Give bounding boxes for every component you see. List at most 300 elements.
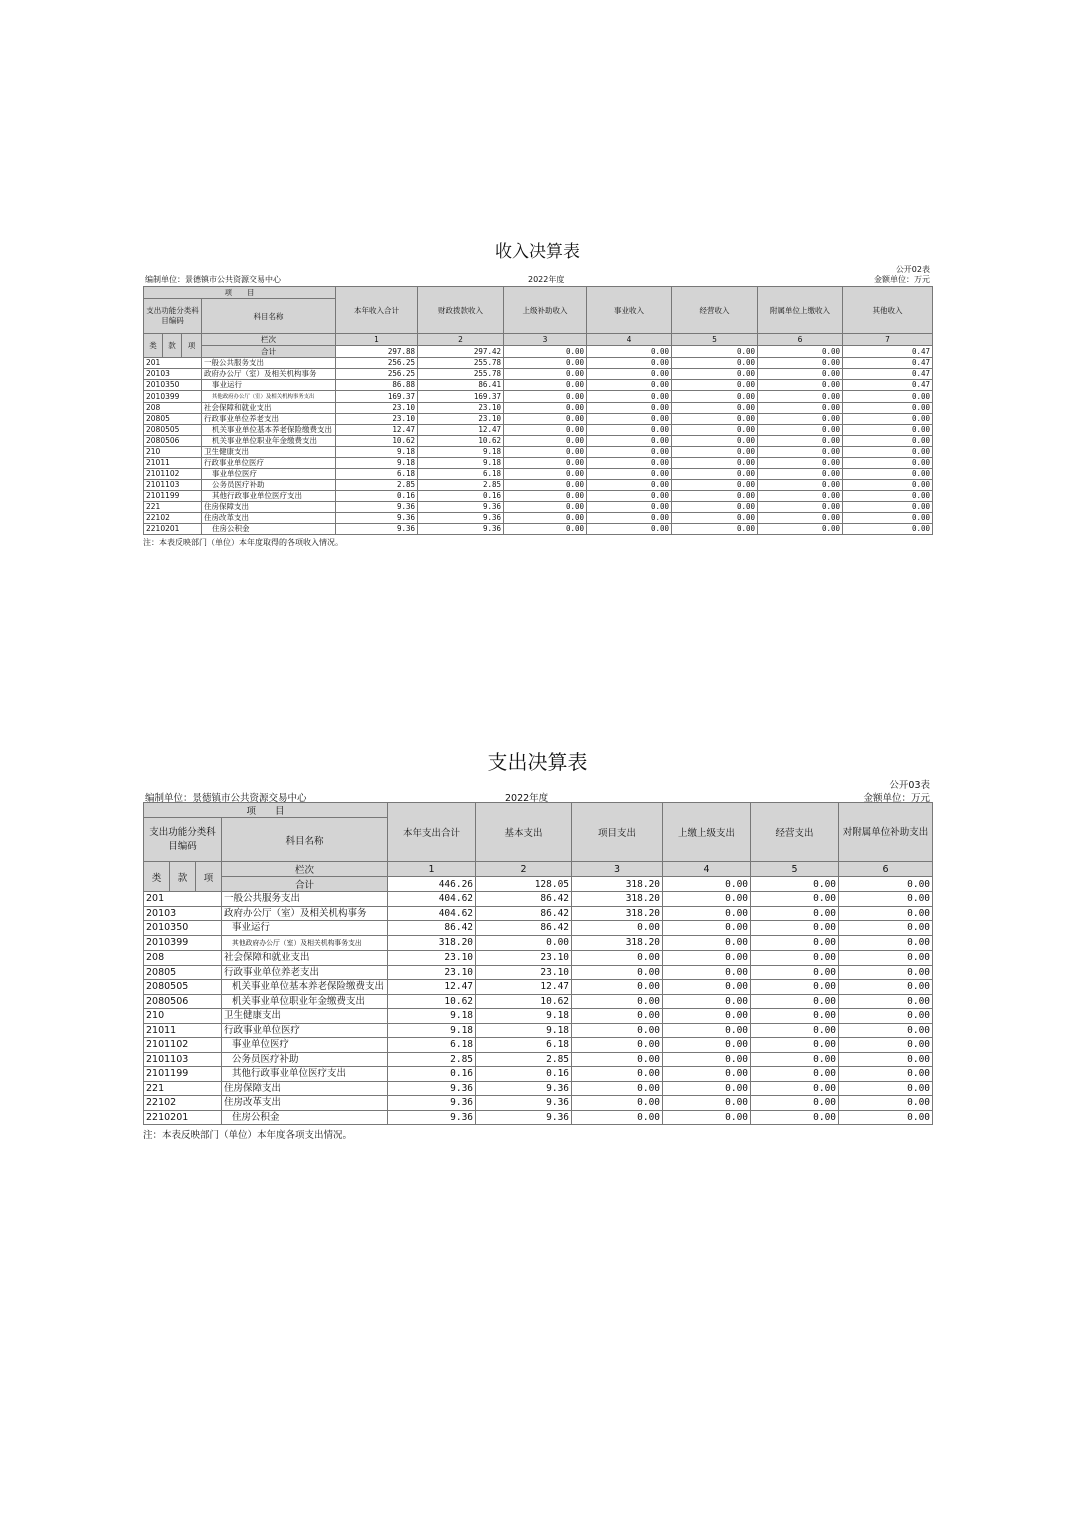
amount-cell: 0.00 (504, 358, 587, 369)
amount-cell: 0.00 (504, 380, 587, 391)
amount-cell: 0.00 (843, 469, 933, 480)
income-hdr-total: 合计 (202, 346, 336, 358)
income-col-header: 事业收入 (587, 287, 672, 334)
amount-cell: 0.00 (572, 1038, 663, 1053)
subject-code: 2010350 (144, 921, 222, 936)
income-header (144, 287, 933, 358)
subject-name-text: 行政事业单位养老支出 (224, 966, 320, 978)
table-row (144, 480, 933, 491)
amount-cell: 0.00 (751, 921, 839, 936)
table-row (144, 1038, 933, 1053)
subject-code: 2101102 (144, 1038, 222, 1053)
amount-cell: 0.00 (587, 391, 672, 403)
amount-cell: 0.00 (572, 1110, 663, 1125)
table-row (144, 980, 933, 995)
income-title: 收入决算表 (495, 242, 580, 262)
amount-cell: 0.00 (504, 425, 587, 436)
amount-cell: 0.00 (587, 436, 672, 447)
subject-code: 208 (144, 403, 202, 414)
amount-cell: 0.16 (388, 1067, 476, 1082)
amount-cell: 0.00 (672, 358, 758, 369)
subject-name (202, 469, 336, 480)
amount-cell: 0.00 (572, 1081, 663, 1096)
amount-cell: 0.00 (672, 524, 758, 535)
subject-name (222, 1067, 388, 1082)
amount-cell: 0.00 (672, 513, 758, 524)
amount-cell: 10.62 (418, 436, 504, 447)
table-row (144, 935, 933, 951)
expense-total-cell: 0.00 (839, 877, 933, 892)
amount-cell: 169.37 (336, 391, 418, 403)
amount-cell: 2.85 (476, 1052, 572, 1067)
amount-cell: 0.00 (572, 965, 663, 980)
amount-cell: 9.18 (388, 1023, 476, 1038)
amount-cell: 0.00 (672, 469, 758, 480)
expense-hdr-item: 项 目 (144, 803, 388, 818)
amount-cell: 23.10 (336, 414, 418, 425)
income-body (144, 358, 933, 535)
subject-code: 20805 (144, 414, 202, 425)
table-row (144, 1052, 933, 1067)
amount-cell: 0.00 (587, 458, 672, 469)
table-row (144, 414, 933, 425)
amount-cell: 255.78 (418, 369, 504, 380)
subject-name-text: 住房保障支出 (224, 1082, 282, 1094)
subject-code: 210 (144, 1009, 222, 1024)
income-col-number: 5 (672, 334, 758, 346)
amount-cell: 23.10 (418, 414, 504, 425)
amount-cell: 9.36 (336, 502, 418, 513)
subject-name (222, 1096, 388, 1111)
subject-name (222, 994, 388, 1009)
expense-col-number: 6 (839, 862, 933, 877)
expense-hdr-xiang: 项 (196, 862, 222, 892)
subject-name-text: 事业单位医疗 (212, 469, 257, 478)
table-row (144, 892, 933, 907)
amount-cell: 0.00 (843, 447, 933, 458)
amount-cell: 0.00 (587, 425, 672, 436)
amount-cell: 0.00 (751, 1096, 839, 1111)
subject-name (222, 1009, 388, 1024)
table-row (144, 524, 933, 535)
amount-cell: 9.36 (418, 502, 504, 513)
amount-cell: 0.00 (843, 414, 933, 425)
subject-code: 2080505 (144, 425, 202, 436)
subject-name (222, 1038, 388, 1053)
table-row (144, 425, 933, 436)
amount-cell: 23.10 (476, 951, 572, 966)
amount-cell: 0.00 (758, 369, 843, 380)
amount-cell: 0.00 (758, 469, 843, 480)
income-hdr-name: 科目名称 (202, 299, 336, 334)
amount-cell: 318.20 (572, 935, 663, 951)
subject-name-text: 事业运行 (212, 380, 242, 389)
amount-cell: 23.10 (476, 965, 572, 980)
amount-cell: 2.85 (388, 1052, 476, 1067)
subject-code: 2080506 (144, 994, 222, 1009)
subject-name (202, 491, 336, 502)
amount-cell: 0.00 (839, 921, 933, 936)
income-col-number: 7 (843, 334, 933, 346)
amount-cell: 0.00 (663, 921, 751, 936)
amount-cell: 0.00 (572, 1096, 663, 1111)
table-row (144, 380, 933, 391)
amount-cell: 9.36 (418, 513, 504, 524)
subject-code: 210 (144, 447, 202, 458)
amount-cell: 0.00 (504, 469, 587, 480)
table-row (144, 469, 933, 480)
table-row (144, 513, 933, 524)
amount-cell: 0.00 (751, 1052, 839, 1067)
amount-cell: 0.00 (751, 892, 839, 907)
table-row (144, 458, 933, 469)
expense-hdr-lei: 类 (144, 862, 170, 892)
table-row (144, 358, 933, 369)
subject-code: 2101199 (144, 491, 202, 502)
amount-cell: 256.25 (336, 358, 418, 369)
amount-cell: 6.18 (418, 469, 504, 480)
amount-cell: 0.00 (751, 980, 839, 995)
amount-cell: 0.00 (504, 436, 587, 447)
expense-col-number: 5 (751, 862, 839, 877)
income-total-cell: 0.00 (672, 346, 758, 358)
subject-name-text: 机关事业单位职业年金缴费支出 (232, 995, 366, 1007)
amount-cell: 0.16 (476, 1067, 572, 1082)
amount-cell: 0.00 (504, 513, 587, 524)
amount-cell: 0.00 (758, 380, 843, 391)
amount-cell: 0.00 (758, 391, 843, 403)
subject-name-text: 其他政府办公厅（室）及相关机构事务支出 (212, 394, 315, 400)
amount-cell: 9.36 (418, 524, 504, 535)
expense-form-no: 公开03表 (889, 780, 930, 791)
expense-total-cell: 446.26 (388, 877, 476, 892)
subject-code: 2101102 (144, 469, 202, 480)
amount-cell: 9.18 (476, 1023, 572, 1038)
income-unit-label: 编制单位：景德镇市公共资源交易中心 (145, 275, 281, 284)
subject-name-text: 机关事业单位职业年金缴费支出 (212, 436, 317, 445)
table-row (144, 391, 933, 403)
table-row (144, 906, 933, 921)
amount-cell: 0.00 (663, 994, 751, 1009)
expense-col-header: 本年支出合计 (388, 803, 476, 862)
income-col-number: 2 (418, 334, 504, 346)
amount-cell: 23.10 (336, 403, 418, 414)
amount-cell: 0.00 (839, 951, 933, 966)
amount-cell: 0.00 (587, 480, 672, 491)
amount-cell: 0.00 (843, 425, 933, 436)
amount-cell: 0.00 (587, 491, 672, 502)
expense-total-cell: 128.05 (476, 877, 572, 892)
subject-name-text: 其他行政事业单位医疗支出 (232, 1068, 347, 1079)
amount-cell: 0.16 (418, 491, 504, 502)
subject-name (202, 447, 336, 458)
amount-cell: 0.00 (587, 447, 672, 458)
amount-cell: 0.00 (758, 403, 843, 414)
subject-code: 2210201 (144, 1110, 222, 1125)
expense-money-unit: 金额单位：万元 (863, 793, 930, 804)
amount-cell: 0.00 (839, 935, 933, 951)
amount-cell: 9.18 (476, 1009, 572, 1024)
table-row (144, 403, 933, 414)
income-hdr-item: 项 目 (144, 287, 336, 299)
amount-cell: 0.00 (663, 892, 751, 907)
income-hdr-kuan: 款 (163, 334, 182, 358)
table-row (144, 447, 933, 458)
income-meta (143, 264, 932, 286)
amount-cell: 0.00 (504, 502, 587, 513)
amount-cell: 0.00 (572, 994, 663, 1009)
amount-cell: 0.00 (663, 1038, 751, 1053)
amount-cell: 86.42 (388, 921, 476, 936)
subject-name-text: 住房公积金 (232, 1111, 280, 1123)
amount-cell: 12.47 (388, 980, 476, 995)
amount-cell: 0.00 (672, 391, 758, 403)
subject-code: 20805 (144, 965, 222, 980)
amount-cell: 0.00 (587, 403, 672, 414)
amount-cell: 0.00 (572, 951, 663, 966)
subject-name (202, 502, 336, 513)
amount-cell: 0.00 (663, 935, 751, 951)
amount-cell: 0.00 (672, 447, 758, 458)
income-hdr-lei: 类 (144, 334, 163, 358)
subject-name-text: 卫生健康支出 (204, 447, 249, 456)
amount-cell: 0.00 (672, 458, 758, 469)
amount-cell: 0.00 (663, 1023, 751, 1038)
amount-cell: 10.62 (336, 436, 418, 447)
amount-cell: 0.00 (504, 369, 587, 380)
subject-code: 2080505 (144, 980, 222, 995)
amount-cell: 0.00 (504, 414, 587, 425)
income-col-header: 经营收入 (672, 287, 758, 334)
income-money-unit: 金额单位：万元 (874, 275, 930, 284)
amount-cell: 0.00 (572, 980, 663, 995)
amount-cell: 0.47 (843, 380, 933, 391)
income-year: 2022年度 (528, 275, 565, 284)
amount-cell: 0.00 (672, 425, 758, 436)
amount-cell: 0.00 (758, 436, 843, 447)
subject-name (202, 403, 336, 414)
subject-code: 22102 (144, 1096, 222, 1111)
expense-total-cell: 0.00 (663, 877, 751, 892)
subject-name-text: 公务员医疗补助 (232, 1053, 299, 1065)
amount-cell: 9.36 (476, 1081, 572, 1096)
subject-code: 2101103 (144, 1052, 222, 1067)
subject-name-text: 社会保障和就业支出 (224, 952, 310, 963)
subject-name-text: 住房公积金 (212, 524, 250, 533)
subject-name-text: 政府办公厅（室）及相关机构事务 (204, 369, 317, 378)
amount-cell: 0.00 (839, 994, 933, 1009)
income-col-header: 财政拨款收入 (418, 287, 504, 334)
amount-cell: 0.00 (839, 1110, 933, 1125)
amount-cell: 6.18 (336, 469, 418, 480)
table-row (144, 369, 933, 380)
amount-cell: 0.00 (843, 513, 933, 524)
amount-cell: 0.00 (751, 951, 839, 966)
income-table (143, 286, 933, 535)
income-form-no: 公开02表 (895, 265, 930, 274)
subject-code: 2010350 (144, 380, 202, 391)
amount-cell: 0.00 (839, 1081, 933, 1096)
amount-cell: 9.36 (476, 1110, 572, 1125)
table-row (144, 491, 933, 502)
expense-col-header: 基本支出 (476, 803, 572, 862)
subject-code: 208 (144, 951, 222, 966)
amount-cell: 0.00 (587, 414, 672, 425)
subject-name-text: 事业运行 (232, 922, 271, 933)
amount-cell: 0.00 (663, 1052, 751, 1067)
amount-cell: 0.00 (672, 480, 758, 491)
amount-cell: 0.00 (663, 1096, 751, 1111)
subject-name-text: 机关事业单位基本养老保险缴费支出 (232, 981, 385, 992)
income-hdr-code: 支出功能分类科目编码 (144, 299, 202, 334)
amount-cell: 0.00 (672, 380, 758, 391)
amount-cell: 12.47 (418, 425, 504, 436)
expense-meta (143, 776, 932, 802)
expense-col-number: 1 (388, 862, 476, 877)
amount-cell: 2.85 (418, 480, 504, 491)
amount-cell: 318.20 (388, 935, 476, 951)
amount-cell: 318.20 (572, 892, 663, 907)
amount-cell: 0.00 (672, 491, 758, 502)
subject-name-text: 机关事业单位基本养老保险缴费支出 (212, 425, 332, 434)
amount-cell: 0.00 (843, 436, 933, 447)
subject-name-text: 政府办公厅（室）及相关机构事务 (224, 907, 367, 919)
income-col-header: 附属单位上缴收入 (758, 287, 843, 334)
expense-col-number: 3 (572, 862, 663, 877)
amount-cell: 86.42 (476, 921, 572, 936)
amount-cell: 0.00 (843, 502, 933, 513)
subject-name (222, 921, 388, 936)
expense-hdr-kuan: 款 (170, 862, 196, 892)
amount-cell: 0.00 (758, 502, 843, 513)
amount-cell: 0.00 (587, 469, 672, 480)
subject-code: 21011 (144, 458, 202, 469)
amount-cell: 404.62 (388, 892, 476, 907)
amount-cell: 0.00 (587, 502, 672, 513)
income-total-cell: 0.00 (587, 346, 672, 358)
amount-cell: 0.00 (751, 935, 839, 951)
amount-cell: 0.00 (504, 491, 587, 502)
expense-year: 2022年度 (505, 793, 549, 804)
expense-col-header: 对附属单位补助支出 (839, 803, 933, 862)
amount-cell: 318.20 (572, 906, 663, 921)
table-row (144, 921, 933, 936)
amount-cell: 0.00 (758, 480, 843, 491)
amount-cell: 0.00 (504, 458, 587, 469)
expense-hdr-total: 合计 (222, 877, 388, 892)
table-row (144, 502, 933, 513)
subject-name (202, 414, 336, 425)
amount-cell: 0.00 (839, 1038, 933, 1053)
subject-name (222, 1110, 388, 1125)
amount-cell: 0.47 (843, 358, 933, 369)
amount-cell: 9.36 (388, 1110, 476, 1125)
subject-name (222, 951, 388, 966)
subject-code: 2010399 (144, 391, 202, 403)
amount-cell: 0.00 (672, 436, 758, 447)
subject-name (202, 480, 336, 491)
subject-name (222, 1081, 388, 1096)
subject-name (202, 436, 336, 447)
amount-cell: 9.18 (336, 447, 418, 458)
amount-cell: 0.00 (572, 1067, 663, 1082)
subject-name (202, 391, 336, 403)
amount-cell: 0.00 (672, 502, 758, 513)
amount-cell: 10.62 (388, 994, 476, 1009)
income-hdr-xiang: 项 (182, 334, 202, 358)
table-row (144, 994, 933, 1009)
amount-cell: 0.47 (843, 369, 933, 380)
subject-name-text: 其他政府办公厅（室）及相关机构事务支出 (232, 938, 362, 947)
expense-col-header: 上缴上级支出 (663, 803, 751, 862)
amount-cell: 9.18 (418, 458, 504, 469)
subject-name-text: 公务员医疗补助 (212, 480, 265, 489)
subject-code: 221 (144, 502, 202, 513)
amount-cell: 0.00 (839, 1023, 933, 1038)
table-row (144, 1009, 933, 1024)
amount-cell: 0.00 (751, 906, 839, 921)
income-total-cell: 0.00 (504, 346, 587, 358)
amount-cell: 10.62 (476, 994, 572, 1009)
subject-name-text: 卫生健康支出 (224, 1010, 282, 1021)
expense-total-cell: 318.20 (572, 877, 663, 892)
income-total-cell: 0.00 (758, 346, 843, 358)
amount-cell: 0.00 (476, 935, 572, 951)
income-col-header: 上级补助收入 (504, 287, 587, 334)
amount-cell: 0.00 (663, 1009, 751, 1024)
subject-name-text: 其他行政事业单位医疗支出 (212, 491, 302, 500)
amount-cell: 0.00 (663, 1110, 751, 1125)
expense-body (144, 892, 933, 1125)
amount-cell: 0.00 (758, 358, 843, 369)
amount-cell: 86.88 (336, 380, 418, 391)
expense-title: 支出决算表 (487, 750, 588, 774)
amount-cell: 0.00 (843, 391, 933, 403)
amount-cell: 0.00 (751, 1038, 839, 1053)
income-note: 注：本表反映部门（单位）本年度取得的各项收入情况。 (143, 538, 343, 547)
subject-code: 2010399 (144, 935, 222, 951)
amount-cell: 0.00 (758, 458, 843, 469)
income-col-number: 3 (504, 334, 587, 346)
subject-name-text: 行政事业单位医疗 (224, 1024, 301, 1036)
subject-name-text: 行政事业单位医疗 (204, 458, 264, 467)
table-row (144, 1067, 933, 1082)
amount-cell: 0.00 (751, 965, 839, 980)
amount-cell: 0.00 (572, 921, 663, 936)
amount-cell: 0.00 (751, 1067, 839, 1082)
table-row (144, 965, 933, 980)
subject-name (222, 906, 388, 921)
subject-name-text: 行政事业单位养老支出 (204, 414, 279, 423)
expense-table (143, 802, 933, 1125)
income-hdr-lanci: 栏次 (202, 334, 336, 346)
amount-cell: 0.00 (504, 480, 587, 491)
amount-cell: 23.10 (388, 965, 476, 980)
income-statement-sheet (143, 240, 932, 548)
expense-col-number: 4 (663, 862, 751, 877)
table-row (144, 951, 933, 966)
table-row (144, 1096, 933, 1111)
amount-cell: 0.00 (587, 513, 672, 524)
amount-cell: 0.00 (839, 1096, 933, 1111)
amount-cell: 0.00 (758, 491, 843, 502)
amount-cell: 86.42 (476, 892, 572, 907)
amount-cell: 0.00 (758, 447, 843, 458)
amount-cell: 0.00 (572, 1009, 663, 1024)
subject-name (222, 965, 388, 980)
subject-code: 221 (144, 1081, 222, 1096)
amount-cell: 0.00 (758, 425, 843, 436)
